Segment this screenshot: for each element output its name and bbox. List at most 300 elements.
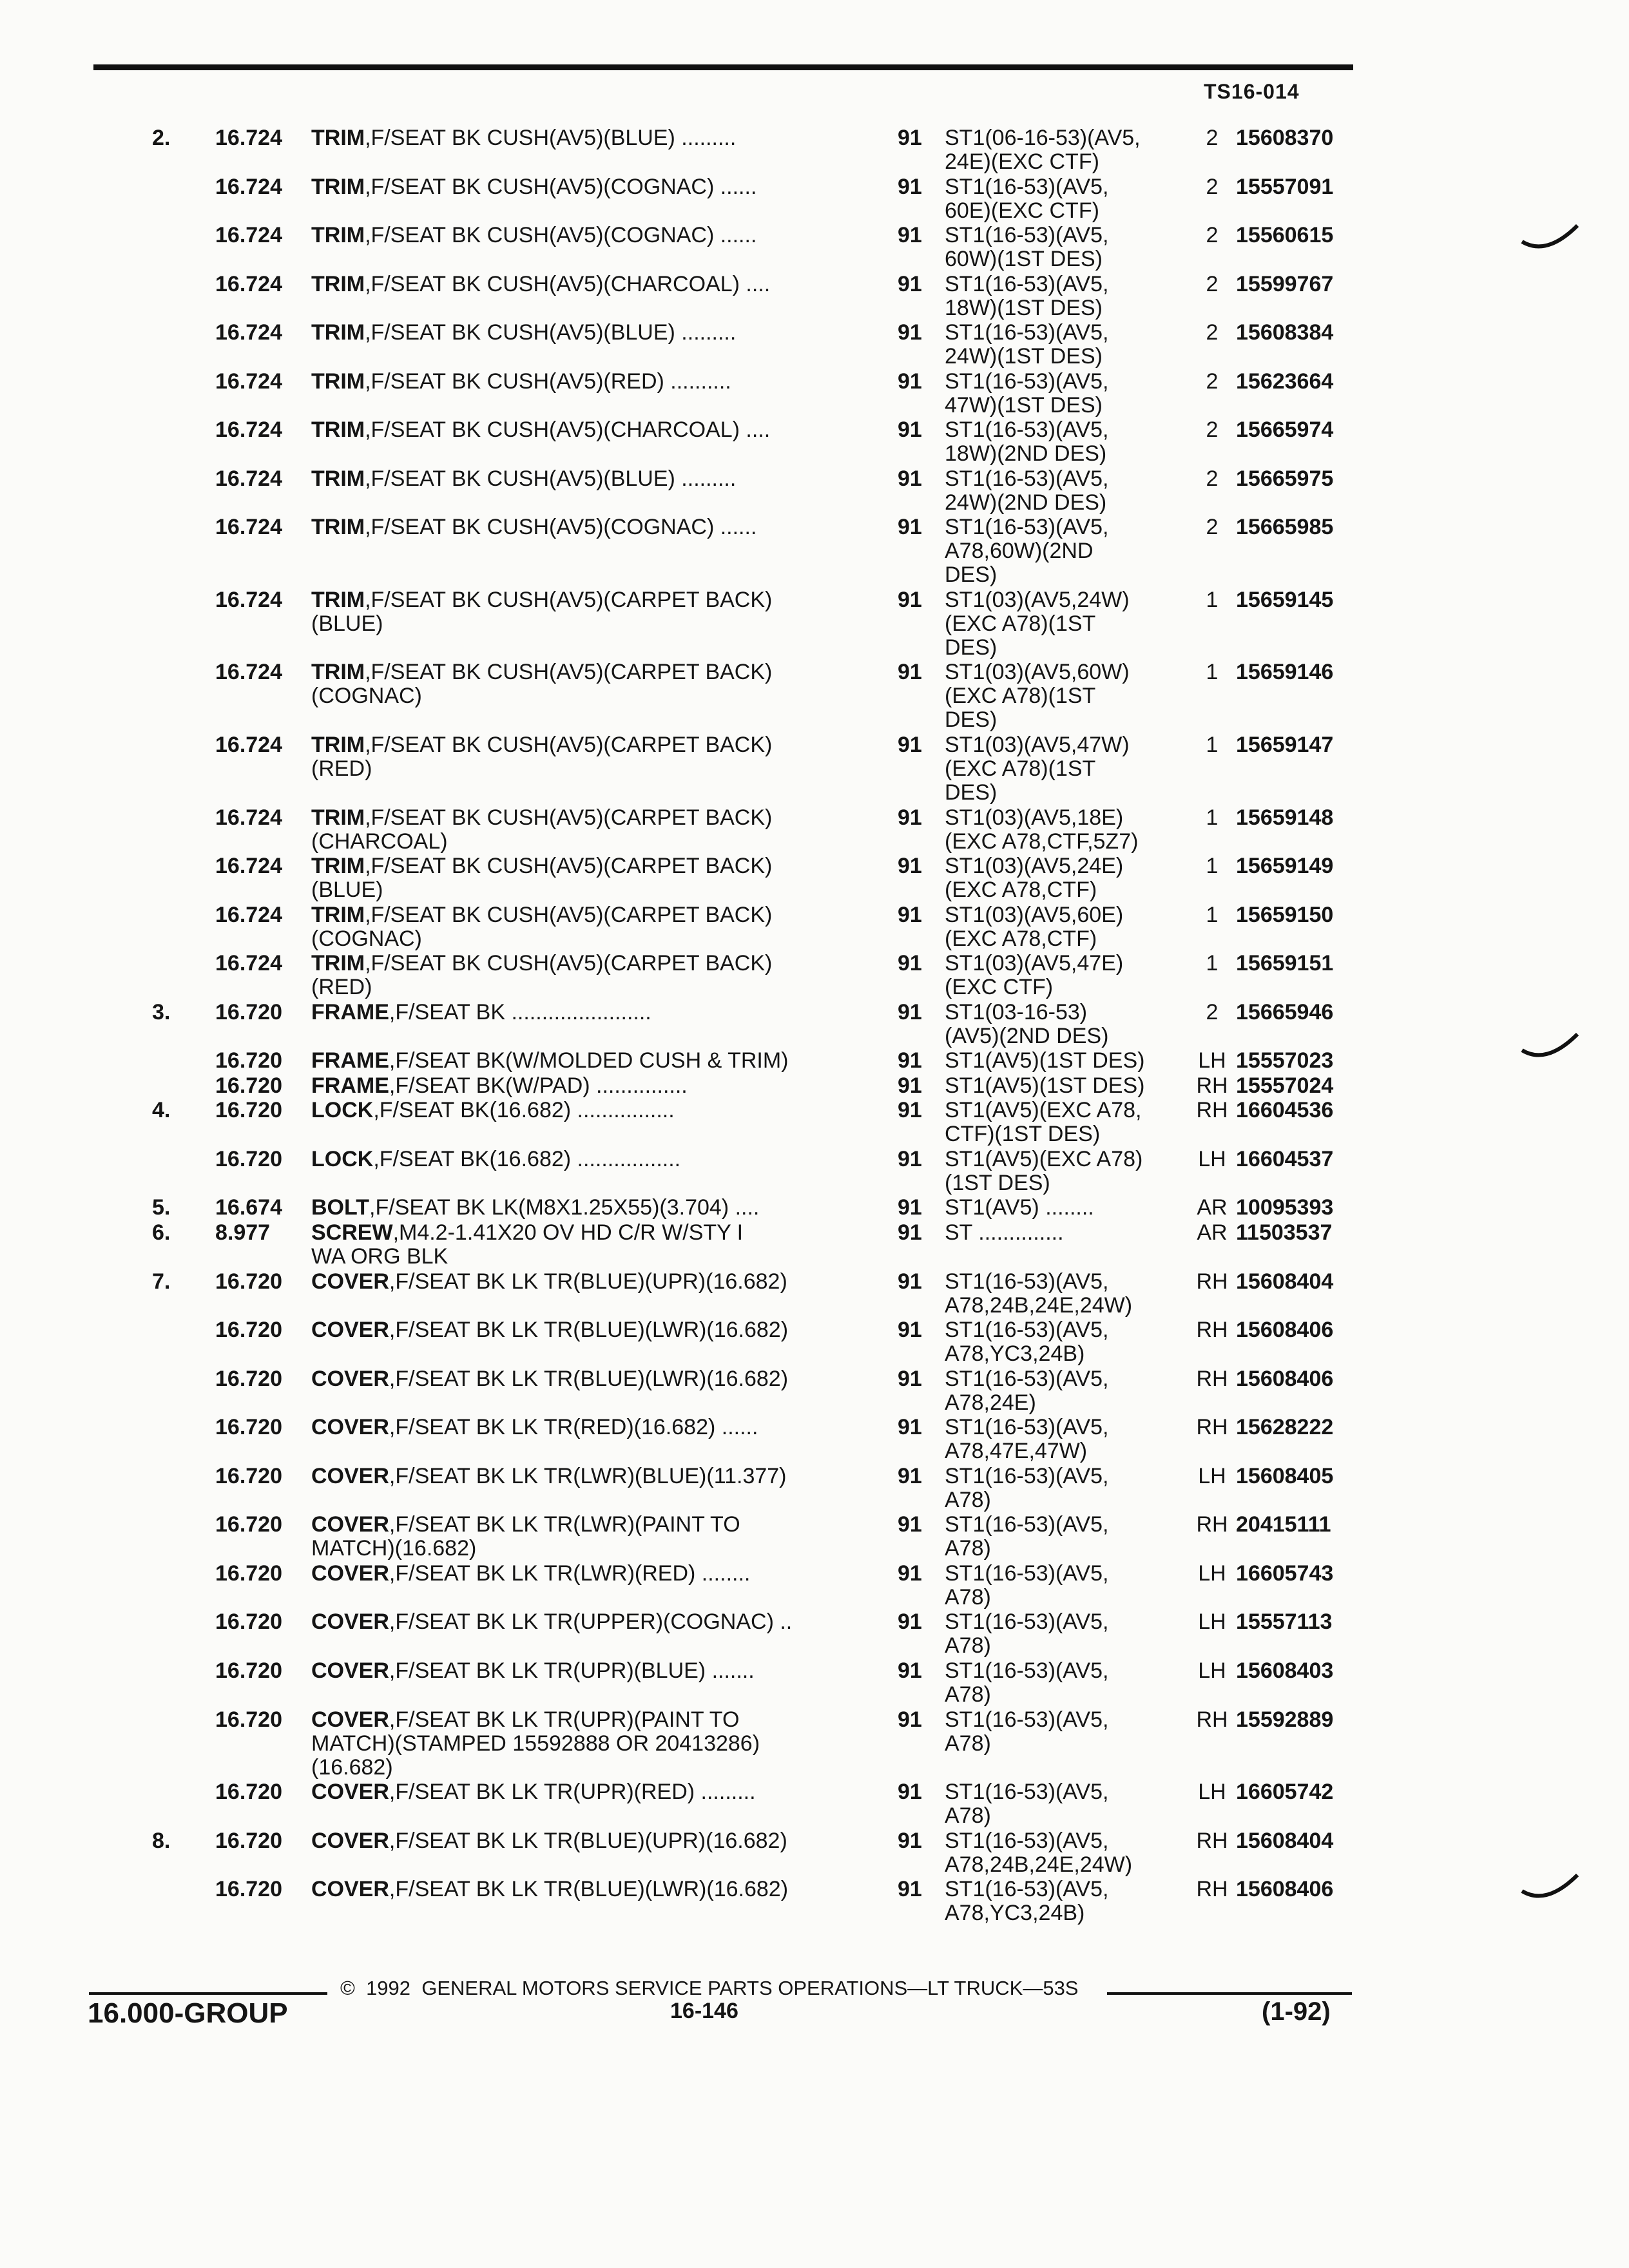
part-description [311,370,872,394]
quantity: 1 [1206,733,1219,758]
part-detail: ,F/SEAT BK CUSH(AV5)(COGNAC) ...... [365,174,757,199]
part-number: 15665974 [1236,418,1334,443]
parts-row [0,1148,1629,1196]
part-number: 15608406 [1236,1366,1334,1391]
model-year: 91 [898,1780,922,1805]
part-description [311,1367,872,1391]
model-usage: ST1(03)(AV5,24W) (EXC A78)(1ST DES) [945,587,1130,660]
quantity: LH [1198,1146,1226,1171]
model-year: 91 [898,1220,922,1245]
model-usage: ST1(16-53)(AV5, A78,24E) [945,1366,1109,1415]
model-usage: ST1(16-53)(AV5, A78) [945,1707,1109,1756]
part-number: 11503537 [1236,1220,1333,1245]
part-number: 10095393 [1236,1195,1334,1220]
model-usage: ST1(16-53)(AV5, A78) [945,1658,1109,1707]
page-id: TS16-014 [1204,80,1300,103]
group-number: 16.720 [215,1780,282,1805]
part-number: 16605742 [1236,1780,1334,1805]
part-number: 15608405 [1236,1463,1334,1488]
part-detail: ,F/SEAT BK CUSH(AV5)(BLUE) ......... [365,466,737,491]
group-number: 16.724 [215,320,282,345]
part-detail: ,F/SEAT BK CUSH(AV5)(CHARCOAL) .... [365,418,771,443]
part-number: 15557024 [1236,1073,1334,1098]
parts-row [0,515,1629,588]
parts-row [0,1001,1629,1050]
model-year: 91 [898,1146,922,1171]
part-description [311,733,872,781]
parts-row [0,1367,1629,1416]
quantity: 2 [1206,466,1219,491]
part-description [311,1465,872,1488]
group-number: 16.724 [215,126,282,150]
model-usage: ST1(16-53)(AV5, A78,YC3,24B) [945,1318,1109,1367]
part-noun: FRAME [311,1073,389,1098]
part-number: 15608384 [1236,320,1334,345]
part-number: 20415111 [1236,1512,1331,1537]
part-number: 15659147 [1236,733,1334,758]
model-year: 91 [898,174,922,199]
quantity: LH [1198,1561,1226,1586]
part-noun: LOCK [311,1146,374,1171]
parts-row [0,273,1629,322]
part-number: 15608370 [1236,126,1334,150]
part-description [311,806,872,854]
part-number: 15608406 [1236,1318,1334,1343]
part-number: 15659146 [1236,660,1334,685]
parts-row [0,1610,1629,1659]
quantity: 2 [1206,223,1219,248]
part-noun: COVER [311,1415,389,1440]
quantity: 1 [1206,660,1219,685]
model-usage: ST1(03)(AV5,24E) (EXC A78,CTF) [945,854,1124,903]
quantity: RH [1196,1366,1228,1391]
model-usage: ST1(AV5) ........ [945,1195,1094,1220]
model-usage: ST1(16-53)(AV5, 47W)(1ST DES) [945,369,1109,418]
part-detail: ,F/SEAT BK LK(M8X1.25X55)(3.704) .... [369,1195,760,1220]
part-number: 15659150 [1236,902,1334,927]
model-year: 91 [898,1366,922,1391]
part-noun: COVER [311,1780,389,1805]
part-detail: ,F/SEAT BK ....................... [389,999,651,1024]
part-noun: BOLT [311,1195,370,1220]
group-number: 16.724 [215,418,282,443]
model-usage: ST1(03)(AV5,60E) (EXC A78,CTF) [945,902,1124,951]
quantity: 2 [1206,174,1219,199]
part-number: 15665946 [1236,999,1334,1024]
parts-row [0,854,1629,903]
parts-row [0,1708,1629,1781]
quantity: LH [1198,1780,1226,1805]
quantity: 2 [1206,271,1219,296]
illustration-ref: 7. [152,1269,171,1294]
part-detail: ,F/SEAT BK LK TR(BLUE)(LWR)(16.682) [389,1318,789,1343]
part-noun: COVER [311,1561,389,1586]
part-number: 15557023 [1236,1048,1334,1073]
model-usage: ST1(16-53)(AV5, 18W)(2ND DES) [945,418,1109,466]
part-detail: ,F/SEAT BK CUSH(AV5)(CARPET BACK) (CHARCOAL) [311,805,773,854]
parts-row [0,1780,1629,1829]
part-number: 15628222 [1236,1415,1334,1440]
part-detail: ,F/SEAT BK(W/MOLDED CUSH & TRIM) [389,1048,789,1073]
model-year: 91 [898,126,922,150]
part-number: 15557091 [1236,174,1334,199]
quantity: RH [1196,1877,1228,1902]
parts-row [0,660,1629,733]
model-year: 91 [898,1707,922,1732]
model-usage: ST1(16-53)(AV5, A78) [945,1463,1109,1512]
part-detail: ,F/SEAT BK LK TR(BLUE)(LWR)(16.682) [389,1877,789,1902]
part-noun: COVER [311,1658,389,1683]
quantity: LH [1198,1610,1226,1635]
parts-row [0,1074,1629,1099]
parts-row [0,806,1629,855]
group-number: 16.720 [215,1877,282,1902]
parts-row [0,1270,1629,1319]
model-year: 91 [898,223,922,248]
group-number: 16.724 [215,854,282,879]
model-usage: ST1(AV5)(EXC A78, CTF)(1ST DES) [945,1098,1142,1147]
quantity: 2 [1206,999,1219,1024]
model-year: 91 [898,1415,922,1440]
part-description [311,1196,872,1220]
model-usage: ST1(16-53)(AV5, A78,YC3,24B) [945,1877,1109,1926]
quantity: AR [1197,1195,1228,1220]
part-description [311,1416,872,1439]
model-year: 91 [898,320,922,345]
part-description [311,1708,872,1780]
group-number: 16.724 [215,466,282,491]
model-year: 91 [898,515,922,540]
part-description [311,903,872,951]
quantity: 2 [1206,320,1219,345]
parts-row [0,1049,1629,1074]
model-usage: ST1(16-53)(AV5, 24W)(1ST DES) [945,320,1109,369]
part-number: 15665975 [1236,466,1334,491]
top-rule [93,64,1353,70]
part-number: 16605743 [1236,1561,1334,1586]
part-noun: SCREW [311,1220,393,1245]
quantity: 1 [1206,951,1219,976]
part-description [311,1878,872,1901]
model-year: 91 [898,1610,922,1635]
illustration-ref: 3. [152,999,171,1024]
part-detail: ,F/SEAT BK CUSH(AV5)(RED) .......... [365,369,731,394]
model-year: 91 [898,369,922,394]
parts-row [0,588,1629,661]
part-description [311,1513,872,1561]
part-number: 16604537 [1236,1146,1334,1171]
part-noun: COVER [311,1463,389,1488]
model-year: 91 [898,466,922,491]
quantity: RH [1196,1707,1228,1732]
model-year: 91 [898,1658,922,1683]
part-detail: ,F/SEAT BK CUSH(AV5)(COGNAC) ...... [365,223,757,248]
part-noun: TRIM [311,320,365,345]
part-description [311,467,872,491]
quantity: 2 [1206,369,1219,394]
part-detail: ,F/SEAT BK CUSH(AV5)(CARPET BACK) (COGNAC) [311,902,773,951]
model-year: 91 [898,999,922,1024]
part-noun: TRIM [311,660,365,685]
group-number: 16.724 [215,660,282,685]
group-number: 16.720 [215,1658,282,1683]
part-noun: COVER [311,1318,389,1343]
group-number: 16.724 [215,271,282,296]
model-year: 91 [898,902,922,927]
part-noun: TRIM [311,466,365,491]
part-noun: TRIM [311,854,365,879]
quantity: LH [1198,1658,1226,1683]
part-description [311,1610,872,1634]
model-usage: ST1(AV5)(EXC A78) (1ST DES) [945,1146,1143,1195]
model-usage: ST1(AV5)(1ST DES) [945,1048,1145,1073]
group-number: 8.977 [215,1220,271,1245]
part-description [311,1659,872,1683]
part-detail: ,F/SEAT BK LK TR(UPR)(PAINT TO MATCH)(STAMPED 15592888 OR 20413286) (16.682) [311,1707,760,1780]
part-detail: ,F/SEAT BK LK TR(RED)(16.682) ...... [389,1415,758,1440]
group-number: 16.720 [215,1512,282,1537]
part-number: 15608404 [1236,1269,1334,1294]
parts-row [0,1099,1629,1148]
model-year: 91 [898,1877,922,1902]
copyright-notice: © 1992 GENERAL MOTORS SERVICE PARTS OPERATIONS—LT TRUCK—53S [340,1977,1079,1999]
part-description [311,952,872,999]
part-noun: TRIM [311,587,365,612]
part-noun: TRIM [311,126,365,150]
quantity: 2 [1206,418,1219,443]
quantity: LH [1198,1463,1226,1488]
part-noun: COVER [311,1512,389,1537]
parts-row [0,733,1629,806]
group-number: 16.720 [215,1707,282,1732]
group-number: 16.720 [215,1610,282,1635]
group-number: 16.724 [215,805,282,830]
quantity: RH [1196,1269,1228,1294]
parts-row [0,1513,1629,1562]
group-number: 16.724 [215,951,282,976]
part-noun: FRAME [311,999,389,1024]
model-usage: ST .............. [945,1220,1064,1245]
group-number: 16.720 [215,1318,282,1343]
part-description [311,1099,872,1122]
part-detail: ,F/SEAT BK CUSH(AV5)(CARPET BACK) (RED) [311,951,773,1000]
group-number: 16.724 [215,369,282,394]
part-description [311,854,872,902]
page-number: 16-146 [670,1999,738,2023]
model-usage: ST1(16-53)(AV5, A78) [945,1610,1109,1658]
model-year: 91 [898,805,922,830]
parts-row [0,321,1629,370]
part-description [311,1221,872,1269]
model-usage: ST1(03)(AV5,47W) (EXC A78)(1ST DES) [945,733,1130,805]
quantity: 2 [1206,126,1219,150]
part-detail: ,F/SEAT BK CUSH(AV5)(BLUE) ......... [365,320,737,345]
model-year: 91 [898,1512,922,1537]
quantity: RH [1196,1828,1228,1853]
parts-row [0,1221,1629,1270]
part-description [311,1001,872,1024]
group-number: 16.720 [215,1561,282,1586]
part-detail: ,F/SEAT BK CUSH(AV5)(CHARCOAL) .... [365,271,771,296]
part-noun: TRIM [311,515,365,540]
part-noun: FRAME [311,1048,389,1073]
part-noun: COVER [311,1366,389,1391]
illustration-ref: 6. [152,1220,171,1245]
part-noun: TRIM [311,174,365,199]
part-number: 15557113 [1236,1610,1333,1635]
model-usage: ST1(16-53)(AV5, A78,60W)(2ND DES) [945,515,1109,588]
group-number: 16.724 [215,174,282,199]
parts-row [0,1659,1629,1708]
model-year: 91 [898,951,922,976]
part-description [311,126,872,150]
group-label: 16.000-GROUP [88,1997,288,2029]
part-number: 15608406 [1236,1877,1334,1902]
model-usage: ST1(03)(AV5,18E) (EXC A78,CTF,5Z7) [945,805,1139,854]
part-number: 15592889 [1236,1707,1334,1732]
model-year: 91 [898,1195,922,1220]
parts-row [0,175,1629,224]
model-year: 91 [898,1318,922,1343]
model-year: 91 [898,1561,922,1586]
part-detail: ,M4.2-1.41X20 OV HD C/R W/STY I WA ORG BLK [311,1220,744,1269]
part-number: 15659149 [1236,854,1334,879]
part-description [311,1562,872,1586]
part-number: 15659148 [1236,805,1334,830]
part-detail: ,F/SEAT BK(W/PAD) ............... [389,1073,688,1098]
part-description [311,321,872,345]
parts-list [0,126,1629,1927]
model-year: 91 [898,271,922,296]
parts-row [0,126,1629,175]
model-usage: ST1(03)(AV5,47E) (EXC CTF) [945,951,1124,1000]
parts-row [0,1196,1629,1221]
part-detail: ,F/SEAT BK LK TR(LWR)(PAINT TO MATCH)(16.682) [311,1512,740,1561]
part-detail: ,F/SEAT BK CUSH(AV5)(COGNAC) ...... [365,515,757,540]
part-noun: COVER [311,1610,389,1635]
margin-check-mark [1521,219,1579,258]
part-number: 15608403 [1236,1658,1334,1683]
part-noun: TRIM [311,951,365,976]
part-noun: COVER [311,1828,389,1853]
date-code: (1-92) [1262,1997,1331,2026]
model-usage: ST1(16-53)(AV5, A78,47E,47W) [945,1415,1109,1464]
parts-row [0,1318,1629,1367]
quantity: 1 [1206,587,1219,612]
part-noun: TRIM [311,223,365,248]
model-year: 91 [898,660,922,685]
part-noun: TRIM [311,902,365,927]
part-noun: COVER [311,1269,389,1294]
part-detail: ,F/SEAT BK(16.682) ................ [373,1098,675,1123]
part-description [311,1148,872,1171]
group-number: 16.724 [215,587,282,612]
model-usage: ST1(16-53)(AV5, 60E)(EXC CTF) [945,174,1109,223]
group-number: 16.720 [215,1048,282,1073]
group-number: 16.720 [215,1098,282,1123]
quantity: 1 [1206,854,1219,879]
group-number: 16.724 [215,733,282,758]
part-number: 15659145 [1236,587,1334,612]
model-year: 91 [898,587,922,612]
part-description [311,515,872,539]
group-number: 16.720 [215,1463,282,1488]
model-year: 91 [898,1828,922,1853]
part-description [311,1829,872,1853]
parts-row [0,903,1629,952]
model-usage: ST1(AV5)(1ST DES) [945,1073,1145,1098]
quantity: AR [1197,1220,1228,1245]
part-detail: ,F/SEAT BK LK TR(BLUE)(LWR)(16.682) [389,1366,789,1391]
group-number: 16.674 [215,1195,282,1220]
part-description [311,588,872,636]
model-usage: ST1(16-53)(AV5, A78,24B,24E,24W) [945,1828,1133,1877]
part-description [311,660,872,708]
part-noun: LOCK [311,1098,374,1123]
parts-row [0,467,1629,516]
part-detail: ,F/SEAT BK LK TR(UPR)(BLUE) ....... [389,1658,755,1683]
part-number: 16604536 [1236,1098,1334,1123]
part-description [311,1074,872,1098]
part-number: 15665985 [1236,515,1334,540]
part-detail: ,F/SEAT BK LK TR(BLUE)(UPR)(16.682) [389,1269,787,1294]
quantity: LH [1198,1048,1226,1073]
part-detail: ,F/SEAT BK CUSH(AV5)(CARPET BACK) (BLUE) [311,854,773,903]
part-description [311,1318,872,1342]
model-year: 91 [898,1048,922,1073]
group-number: 16.720 [215,1073,282,1098]
part-number: 15599767 [1236,271,1334,296]
parts-row [0,370,1629,419]
illustration-ref: 5. [152,1195,171,1220]
parts-row [0,952,1629,1001]
quantity: RH [1196,1512,1228,1537]
part-noun: TRIM [311,369,365,394]
part-description [311,273,872,296]
group-number: 16.724 [215,902,282,927]
parts-row [0,418,1629,467]
part-number: 15623664 [1236,369,1334,394]
model-usage: ST1(16-53)(AV5, 18W)(1ST DES) [945,271,1109,320]
model-usage: ST1(16-53)(AV5, 60W)(1ST DES) [945,223,1109,272]
quantity: RH [1196,1415,1228,1440]
part-noun: TRIM [311,271,365,296]
quantity: RH [1196,1073,1228,1098]
parts-row [0,1829,1629,1878]
group-number: 16.720 [215,1415,282,1440]
model-year: 91 [898,733,922,758]
model-year: 91 [898,854,922,879]
part-description [311,1780,872,1804]
group-number: 16.724 [215,515,282,540]
part-detail: ,F/SEAT BK LK TR(UPR)(RED) ......... [389,1780,756,1805]
quantity: RH [1196,1098,1228,1123]
footer-rule [1107,1992,1352,1995]
quantity: 2 [1206,515,1219,540]
part-description [311,224,872,247]
model-year: 91 [898,418,922,443]
model-year: 91 [898,1098,922,1123]
parts-row [0,1878,1629,1927]
margin-check-mark [1521,1028,1579,1066]
model-year: 91 [898,1463,922,1488]
parts-row [0,1465,1629,1514]
part-noun: COVER [311,1877,389,1902]
model-usage: ST1(16-53)(AV5, 24W)(2ND DES) [945,466,1109,515]
part-noun: COVER [311,1707,389,1732]
model-year: 91 [898,1073,922,1098]
parts-row [0,1416,1629,1465]
